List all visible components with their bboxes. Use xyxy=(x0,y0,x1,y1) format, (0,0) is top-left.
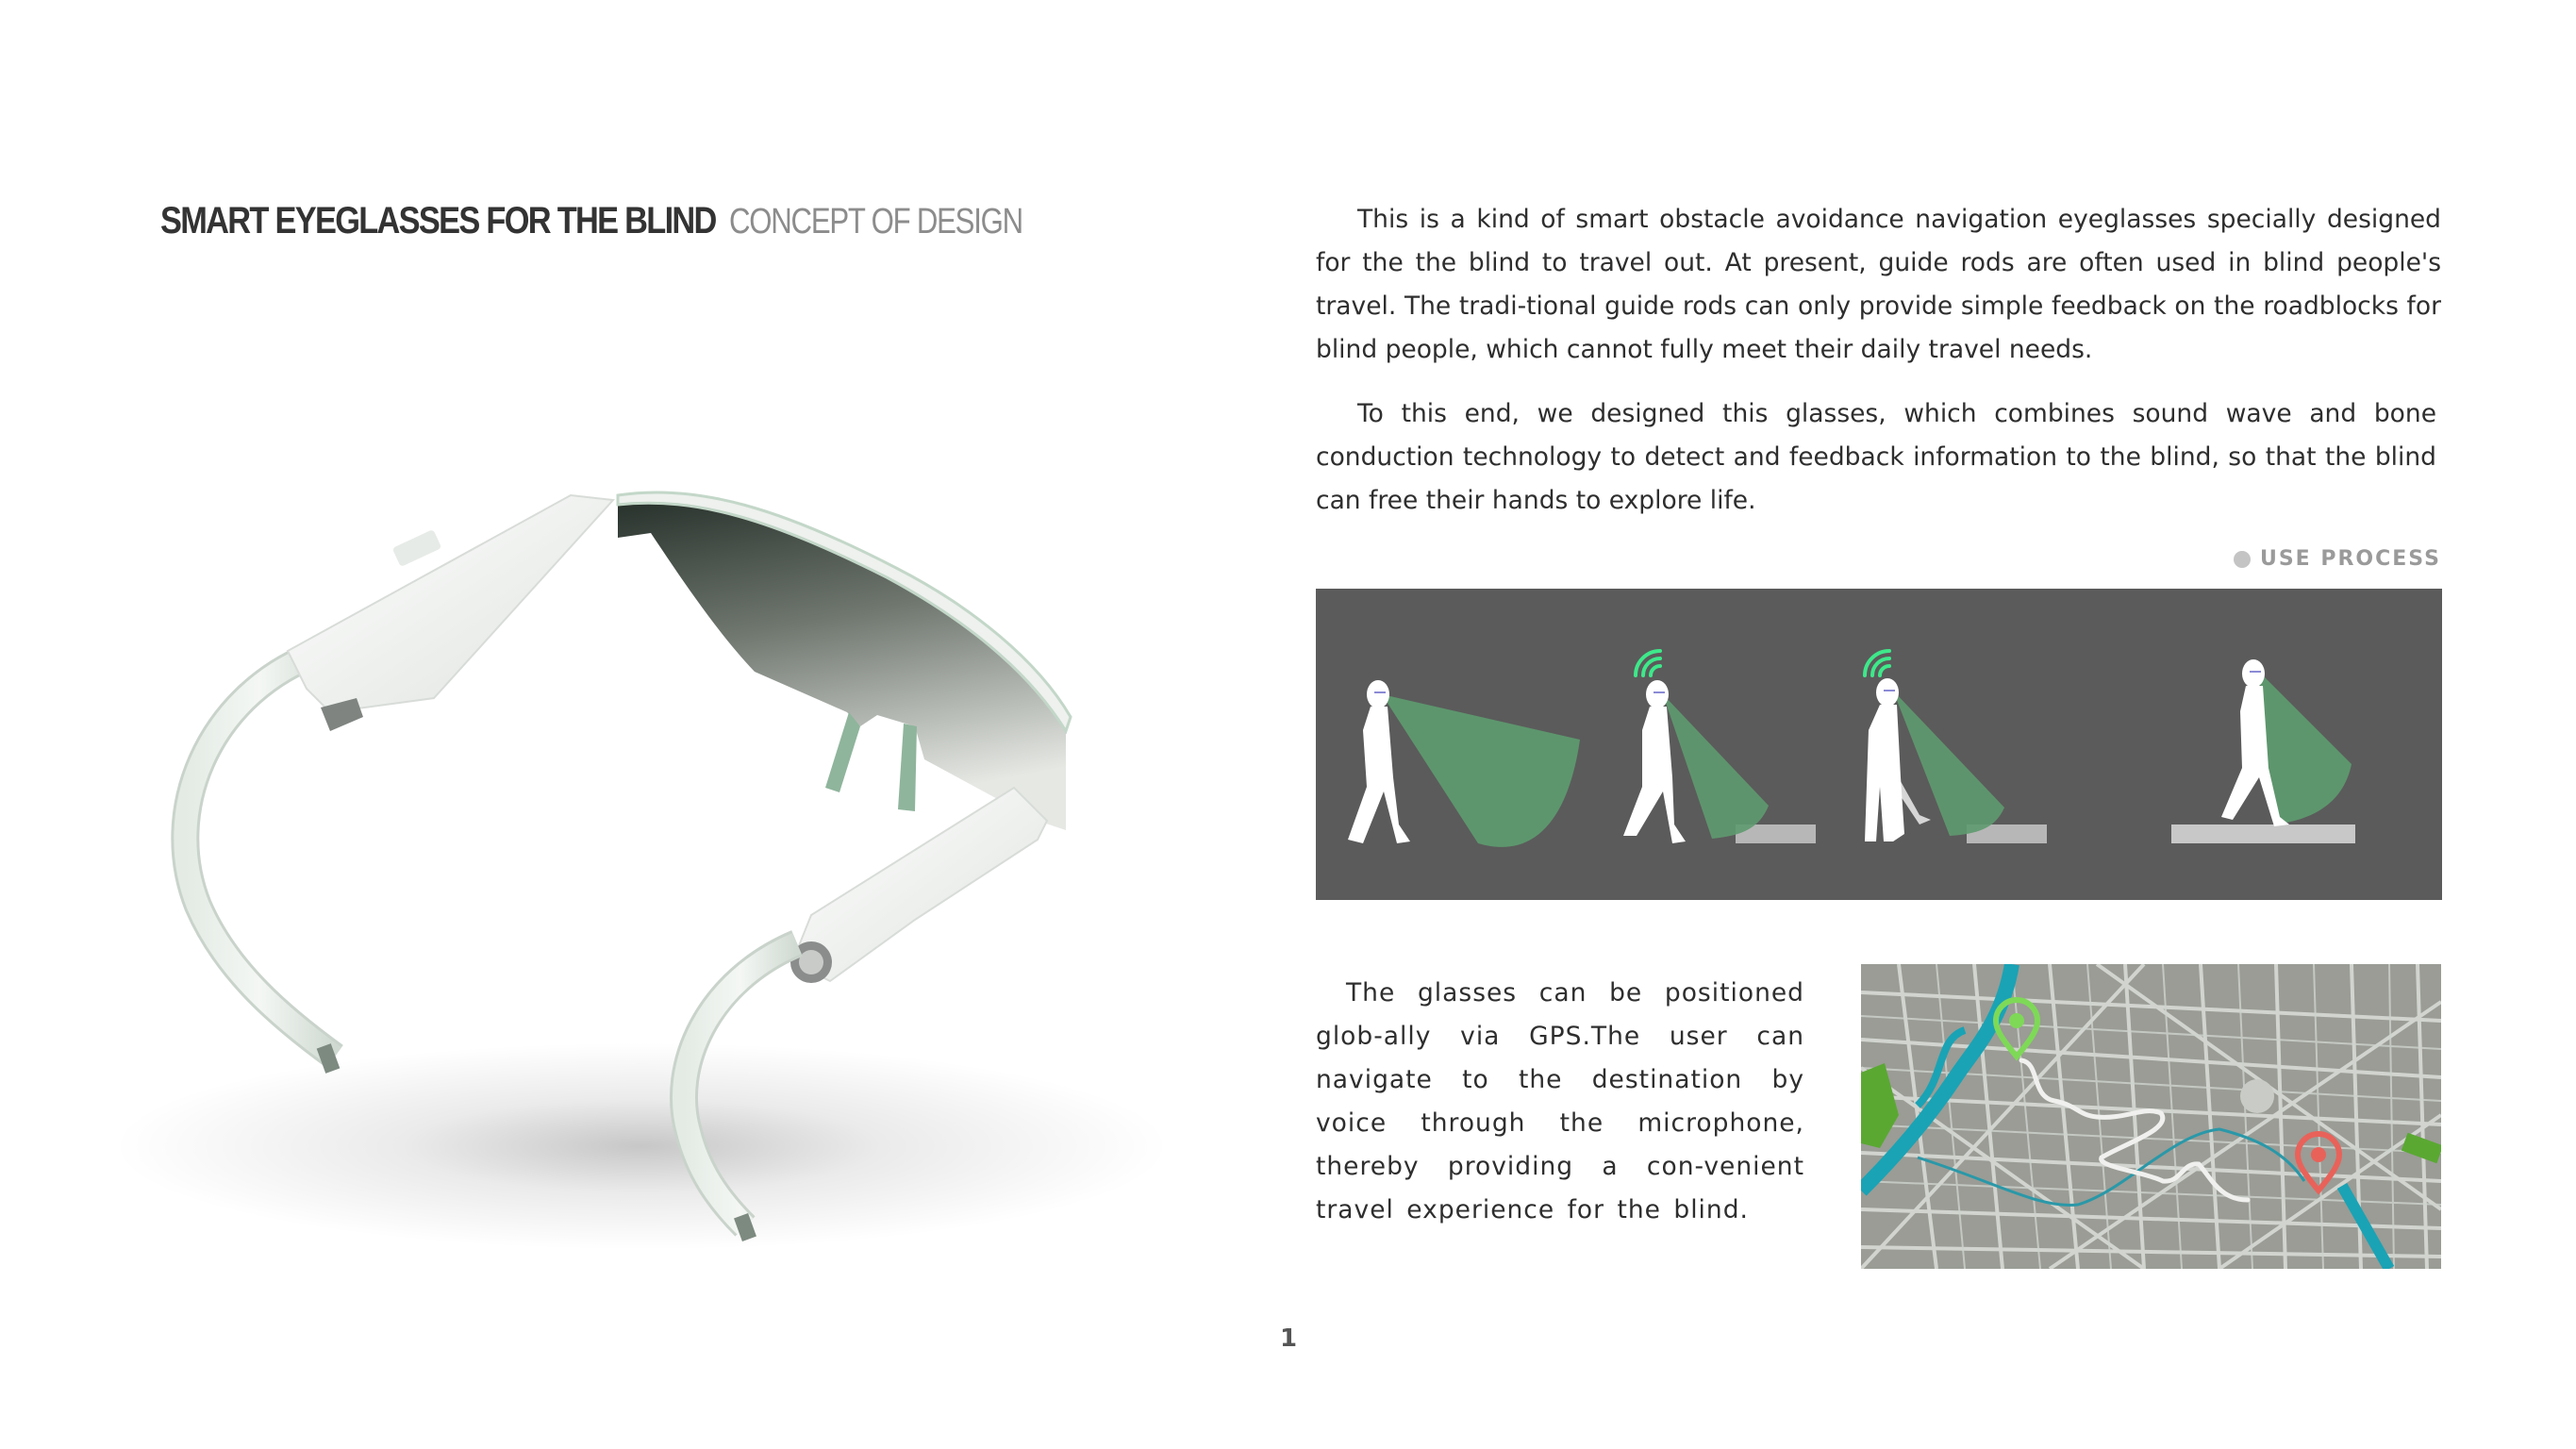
city-map-illustration xyxy=(1861,964,2441,1269)
page-subtitle: CONCEPT OF DESIGN xyxy=(729,202,1022,242)
process-step-stepping-over xyxy=(1865,651,2047,843)
description-paragraph-1: This is a kind of smart obstacle avoidance navigation eyeglasses specially designed for the the blind to travel out. At present, guide rods are often used in blind people's travel. The tradi-tional guide rods can only provide simple feedback on the roadblocks for blind people, which cannot fully meet their daily travel needs. xyxy=(1316,205,2441,364)
gps-route-map xyxy=(1861,964,2441,1269)
gps-paragraph: The glasses can be positioned glob-ally via GPS.The user can navigate to the destination by voice through the microphone, thereby providing a con-venient travel experience for the blind. xyxy=(1316,978,1804,1224)
use-process-panel xyxy=(1316,589,2442,900)
use-process-illustration xyxy=(1316,589,2442,900)
signal-wave-icon xyxy=(1865,651,1889,675)
page-title: SMART EYEGLASSES FOR THE BLIND xyxy=(160,200,716,242)
process-step-obstacle-detected xyxy=(1623,651,1816,843)
page-number: 1 xyxy=(1280,1324,1298,1353)
process-step-scanning xyxy=(1348,680,1580,847)
use-process-text: USE PROCESS xyxy=(2259,547,2441,571)
description-paragraph-2: To this end, we designed this glasses, which combines sound wave and bone conduction technology to detect and feedback information to the blind, so that the blind can free their hands to explore life. xyxy=(1316,399,2436,515)
bullet-dot-icon xyxy=(2234,551,2251,568)
use-process-label xyxy=(2234,547,2441,571)
process-step-on-platform xyxy=(2171,659,2355,843)
eyeglasses-illustration xyxy=(94,415,1255,1264)
signal-wave-icon xyxy=(1636,651,1660,675)
page-header xyxy=(160,200,1022,242)
product-render-image xyxy=(94,415,1255,1264)
